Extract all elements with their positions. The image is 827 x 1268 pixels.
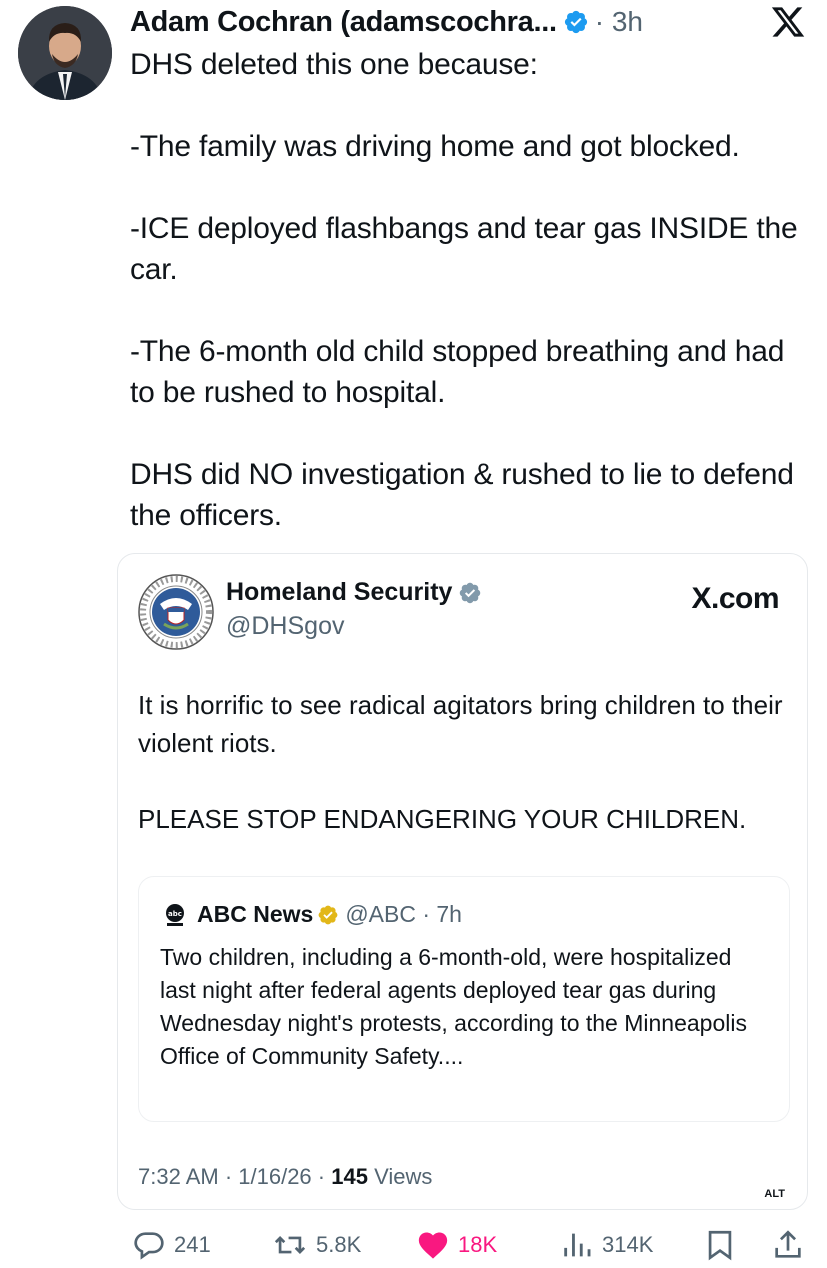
- embedded-author-handle: @DHSgov: [226, 612, 345, 640]
- quoted-author-handle: @ABC · 7h: [345, 901, 462, 927]
- reply-count: 241: [174, 1232, 211, 1257]
- repost-icon: [272, 1228, 308, 1262]
- tweet-paragraph: -The family was driving home and got blocked.: [130, 130, 740, 163]
- heart-filled-icon: [416, 1228, 450, 1262]
- views-button[interactable]: [560, 1228, 653, 1262]
- tweet-header: [130, 0, 810, 44]
- like-button[interactable]: [416, 1228, 497, 1262]
- quoted-post-text: Two children, including a 6-month-old, were hospitalized last night after federal agents deployed tear gas during Wednesday night's protests, according to the Minneapolis Office of Community Safety....: [160, 944, 747, 1069]
- embedded-post-text: [138, 686, 798, 838]
- dhs-seal-icon: [138, 574, 214, 650]
- verified-badge-icon: [563, 9, 589, 35]
- gov-verified-badge-icon: [458, 581, 482, 605]
- reply-button[interactable]: [132, 1228, 211, 1262]
- reply-icon: [132, 1228, 166, 1262]
- post-metadata: [138, 1164, 432, 1190]
- site-label: X.com: [691, 582, 779, 615]
- post-view-count: 145: [331, 1164, 368, 1189]
- author-name[interactable]: Adam Cochran (adamscochra...: [130, 5, 557, 38]
- post-time: · 3h: [594, 6, 643, 37]
- tweet-paragraph: DHS deleted this one because:: [130, 48, 538, 81]
- author-avatar[interactable]: [18, 6, 112, 100]
- post-timestamp: 7:32 AM · 1/16/26 ·: [138, 1164, 332, 1189]
- svg-text:abc: abc: [168, 909, 182, 918]
- tweet-paragraph: -ICE deployed flashbangs and tear gas INSIDE the car.: [130, 212, 798, 286]
- x-logo-icon: [770, 4, 806, 40]
- post-views-label: Views: [367, 1164, 433, 1189]
- like-count: 18K: [458, 1232, 498, 1257]
- gold-verified-badge-icon: [317, 904, 339, 926]
- repost-count: 5.8K: [316, 1232, 362, 1257]
- analytics-icon: [560, 1228, 594, 1262]
- quoted-author-name: ABC News: [197, 901, 314, 927]
- repost-button[interactable]: [272, 1228, 361, 1262]
- share-icon[interactable]: [771, 1228, 805, 1262]
- alt-text-badge[interactable]: ALT: [764, 1188, 785, 1200]
- embedded-paragraph: PLEASE STOP ENDANGERING YOUR CHILDREN.: [138, 804, 747, 834]
- tweet-paragraph: DHS did NO investigation & rushed to lie to defend the officers.: [130, 458, 794, 532]
- action-bar: [0, 1228, 827, 1268]
- embedded-image-card[interactable]: [117, 553, 808, 1210]
- embedded-author-label: Homeland Security: [226, 578, 453, 606]
- tweet-paragraph: -The 6-month old child stopped breathing and had to be rushed to hospital.: [130, 335, 785, 409]
- embedded-paragraph: It is horrific to see radical agitators bring children to their violent riots.: [138, 690, 783, 758]
- bookmark-icon[interactable]: [703, 1228, 737, 1262]
- embedded-author-name: [226, 578, 482, 607]
- quoted-post-header: [163, 901, 462, 928]
- views-count: 314K: [602, 1232, 654, 1257]
- quoted-post[interactable]: [138, 876, 790, 1122]
- tweet-text: [130, 44, 805, 536]
- abc-news-logo-icon: [163, 903, 187, 927]
